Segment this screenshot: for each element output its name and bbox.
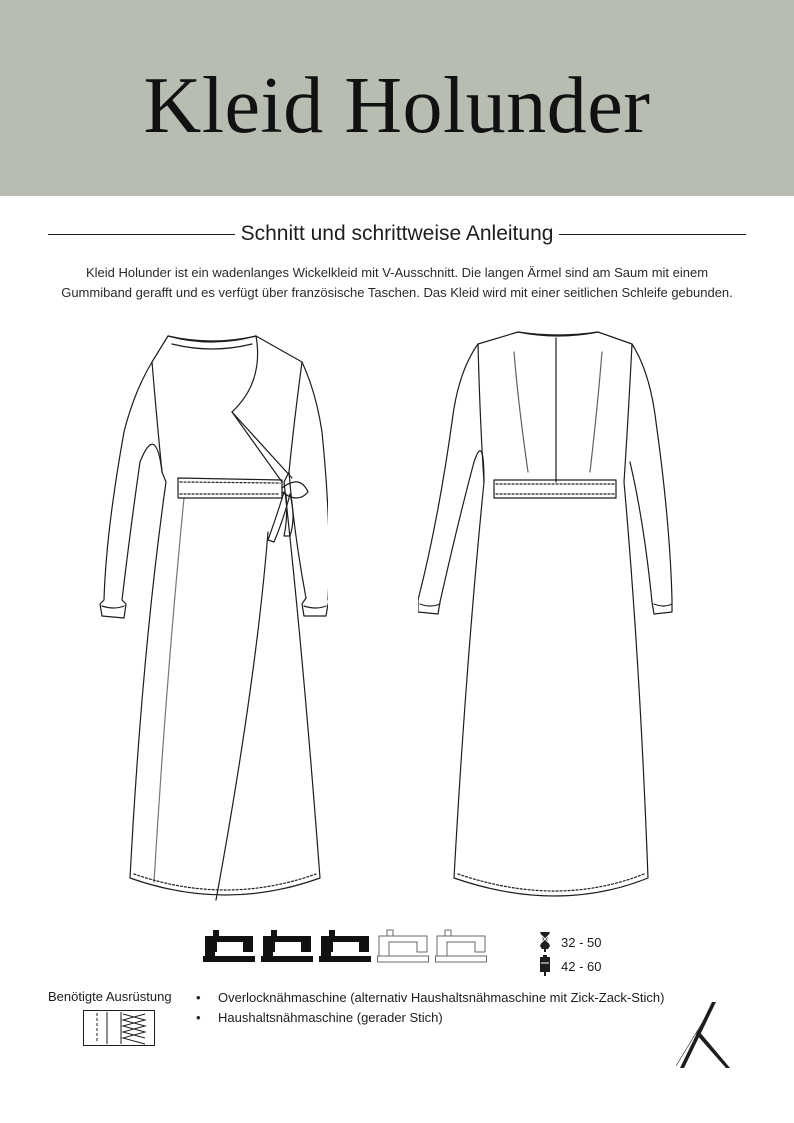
sewing-machine-icon bbox=[261, 928, 313, 966]
sewing-machine-icon bbox=[203, 928, 255, 966]
size-range-plus bbox=[537, 954, 601, 978]
difficulty-rating bbox=[203, 928, 487, 966]
sewing-machine-outline-icon bbox=[435, 928, 487, 966]
dress-back-icon bbox=[418, 322, 674, 918]
subtitle: Schnitt und schrittweise Anleitung bbox=[240, 222, 554, 245]
dress-form-plus-icon bbox=[537, 955, 553, 977]
description: Kleid Holunder ist ein wadenlanges Wickelkleid mit V-Ausschnitt. Die langen Ärmel sind am Saum mit einem Gummiband gerafft und es verfügt über französische Taschen. Das Kleid wird mit einer seitlichen Schleife gebunden. bbox=[61, 265, 733, 300]
stitch-icon bbox=[83, 1010, 155, 1046]
sewing-machine-outline-icon bbox=[377, 928, 429, 966]
equipment-item: • Overlocknähmaschine (alternativ Haushaltsnähmaschine mit Zick-Zack-Stich) bbox=[196, 989, 666, 1007]
brand-logo-icon bbox=[674, 1000, 734, 1070]
dress-form-icon bbox=[537, 931, 553, 953]
equipment-label: Benötigte Ausrüstung bbox=[48, 989, 172, 1004]
subtitle-rule-right bbox=[559, 234, 746, 235]
dress-front-icon bbox=[96, 322, 328, 918]
page-title: Kleid Holunder bbox=[143, 62, 651, 150]
size-range-standard bbox=[537, 930, 601, 954]
size-ranges bbox=[537, 930, 601, 978]
sewing-machine-icon bbox=[319, 928, 371, 966]
header-banner bbox=[0, 0, 794, 196]
size-range-label: 32 - 50 bbox=[561, 934, 602, 950]
subtitle-row bbox=[48, 219, 746, 249]
subtitle-rule-left bbox=[48, 234, 235, 235]
equipment-item: • Haushaltsnähmaschine (gerader Stich) bbox=[196, 1009, 666, 1027]
size-range-label: 42 - 60 bbox=[561, 958, 602, 974]
equipment-list bbox=[196, 989, 666, 1029]
